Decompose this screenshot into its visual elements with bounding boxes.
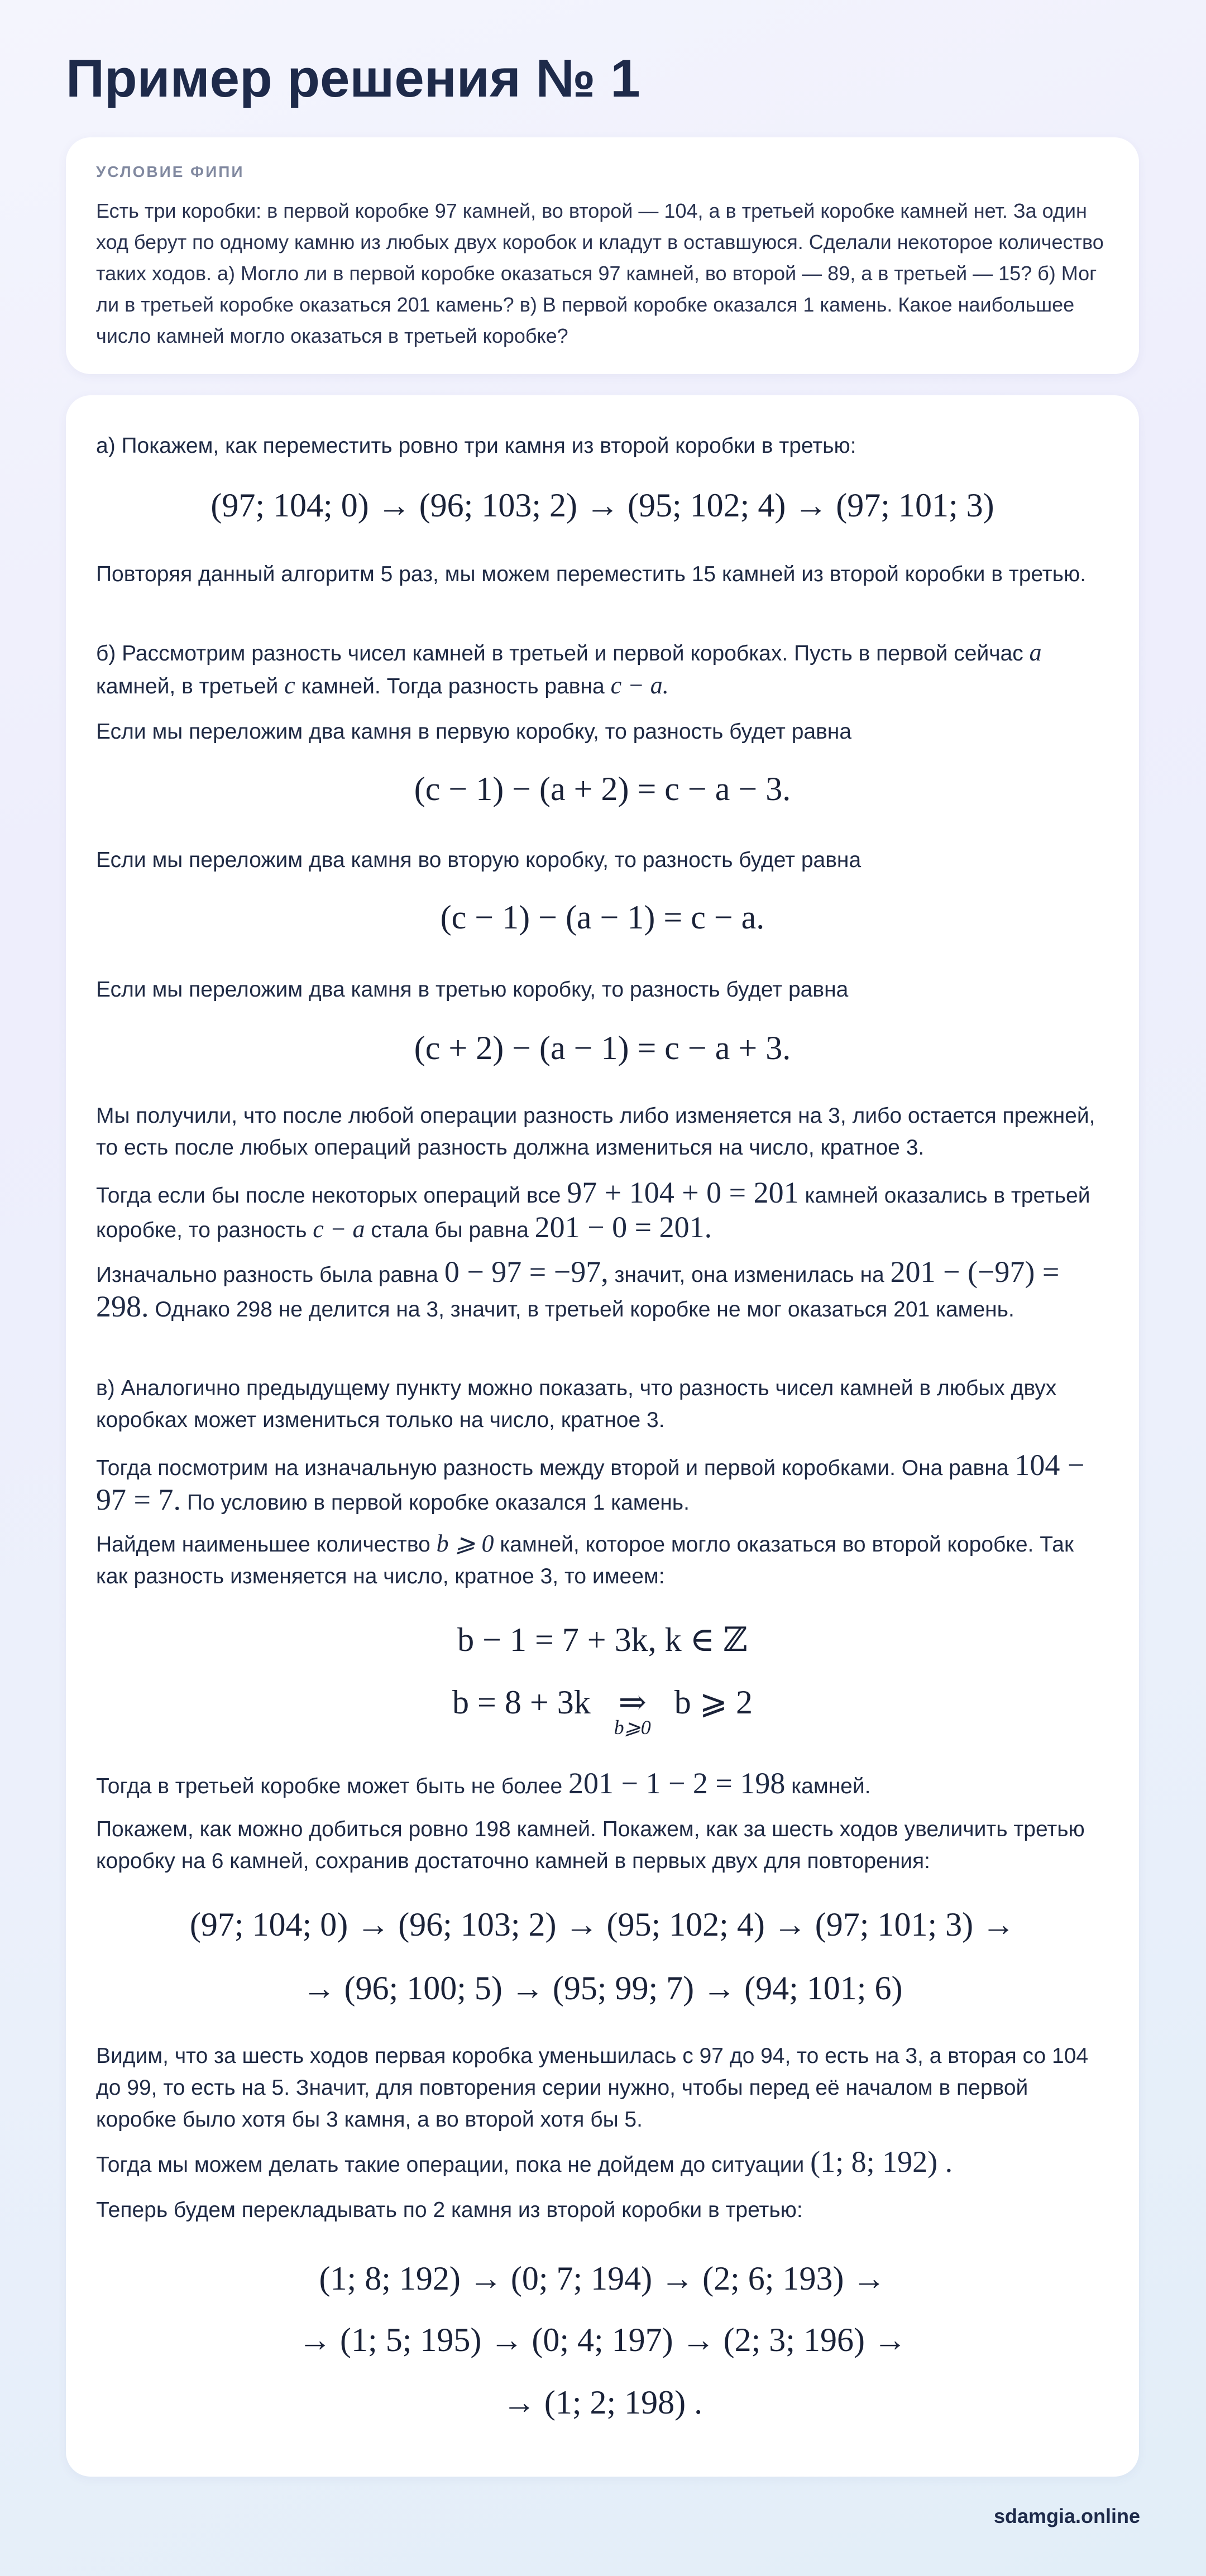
formula-second-box: (c − 1) − (a − 1) = c − a. [440, 899, 765, 936]
condition-text: Есть три коробки: в первой коробке 97 камней, во второй — 104, а в третьей коробке камней нет. За один ход берут по одному камню из любых двух коробок и кладут в оставшуюся. Сделали некоторое количество таких ходов. а) Могло ли в первой коробке оказаться 97 камней, во второй — 89, а в третьей — 15? б) Мог ли в третьей коробке оказаться 201 камень? в) В первой коробке оказался 1 камень. Какое наибольшее число камней могло оказаться в третьей коробке? [96, 199, 1104, 347]
solution-paragraph-total [96, 1177, 1109, 1246]
math-inline: c − a. [610, 672, 669, 699]
math-inline: b ⩾ 0 [436, 1530, 494, 1557]
solution-paragraph: Мы получили, что после любой операции разность либо изменяется на 3, либо остается прежней, то есть после любых операций разность должна измениться на число, кратное 3. [96, 1104, 1095, 1160]
text-fragment: Найдем наименьшее количество [96, 1533, 430, 1557]
site-footer-link[interactable]: sdamgia.online [993, 2505, 1140, 2527]
solution-paragraph-situation [96, 2146, 1109, 2181]
solution-paragraph: Если мы переложим два камня в первую коробку, то разность будет равна [96, 720, 852, 744]
math-inline: 0 − 97 = −97, [444, 1255, 609, 1289]
formula-left: b = 8 + 3k [452, 1684, 591, 1721]
solution-paragraph-find-b [96, 1528, 1109, 1592]
math-inline: 201 − 1 − 2 = 198 [568, 1766, 786, 1800]
solution-paragraph-initial-diff [96, 1256, 1109, 1325]
math-inline: (1; 8; 192) . [810, 2145, 953, 2178]
text-fragment: камней оказались в третьей коробке, то разность [96, 1184, 1090, 1242]
formula-first-box: (c − 1) − (a + 2) = c − a − 3. [414, 770, 791, 807]
math-inline: 104 − 97 = 7. [96, 1448, 1085, 1516]
formula-final-line-1: (1; 8; 192) → (0; 7; 194) → (2; 6; 193) → [319, 2260, 886, 2297]
text-fragment: По условию в первой коробке оказался 1 камень. [186, 1491, 690, 1515]
math-inline: 97 + 104 + 0 = 201 [567, 1176, 799, 1209]
math-inline: c − a [313, 1215, 365, 1243]
text-fragment: камней, в третьей [96, 674, 279, 698]
math-var-a: a [1029, 639, 1042, 666]
solution-paragraph-b-intro [96, 636, 1109, 702]
text-fragment: б) Рассмотрим разность чисел камней в третьей и первой коробках. Пусть в первой сейчас [96, 641, 1023, 665]
solution-paragraph-second-first [96, 1449, 1109, 1519]
implies-condition: b⩾0 [614, 1716, 651, 1739]
solution-card [66, 395, 1139, 2477]
formula-series-line-2: → (96; 100; 5) → (95; 99; 7) → (94; 101; 6) [302, 1970, 903, 2007]
implies-with-condition [599, 1683, 666, 1739]
text-fragment: Тогда в третьей коробке может быть не более [96, 1774, 563, 1798]
solution-paragraph: Если мы переложим два камня в третью коробку, то разность будет равна [96, 978, 849, 1002]
text-fragment: Изначально разность была равна [96, 1263, 438, 1287]
page-title: Пример решения № 1 [66, 49, 640, 108]
solution-paragraph: Повторяя данный алгоритм 5 раз, мы можем переместить 15 камней из второй коробки в третью. [96, 562, 1087, 586]
formula-b-bound [66, 1683, 1139, 1739]
text-fragment: камней, которое могло оказаться во второй коробке. Так как разность изменяется на число, кратное 3, то имеем: [96, 1533, 1074, 1588]
formula-series-line-1: (97; 104; 0) → (96; 103; 2) → (95; 102; 4) → (97; 101; 3) → [189, 1906, 1016, 1943]
formula-final-line-2: → (1; 5; 195) → (0; 4; 197) → (2; 3; 196) → [298, 2321, 907, 2358]
solution-paragraph: Покажем, как можно добиться ровно 198 камней. Покажем, как за шесть ходов увеличить третью коробку на 6 камней, сохранив достаточно камней в первых двух для повторения: [96, 1817, 1085, 1873]
text-fragment: Однако 298 не делится на 3, значит, в третьей коробке не мог оказаться 201 камень. [155, 1297, 1014, 1321]
text-fragment: камней. Тогда разность равна [301, 674, 605, 698]
text-fragment: значит, она изменилась на [614, 1263, 884, 1287]
solution-paragraph: Теперь будем перекладывать по 2 камня из второй коробки в третью: [96, 2198, 803, 2222]
text-fragment: Тогда мы можем делать такие операции, пока не дойдем до ситуации [96, 2153, 805, 2177]
math-inline: 201 − (−97) = 298. [96, 1255, 1060, 1323]
condition-label: УСЛОВИЕ ФИПИ [96, 163, 245, 180]
formula-right: b ⩾ 2 [674, 1684, 753, 1721]
solution-paragraph: а) Покажем, как переместить ровно три камня из второй коробки в третью: [96, 434, 856, 458]
formula-final-line-3: → (1; 2; 198) . [502, 2384, 703, 2421]
text-fragment: камней. [791, 1774, 871, 1798]
condition-card [66, 137, 1139, 374]
text-fragment: Тогда посмотрим на изначальную разность между второй и первой коробками. Она равна [96, 1456, 1009, 1480]
math-var-c: c [284, 672, 295, 699]
formula-third-box: (c + 2) − (a − 1) = c − a + 3. [414, 1030, 791, 1066]
math-inline: 201 − 0 = 201. [534, 1210, 712, 1244]
text-fragment: стала бы равна [371, 1218, 529, 1242]
text-fragment: Тогда если бы после некоторых операций все [96, 1184, 561, 1208]
solution-paragraph: Если мы переложим два камня во вторую коробку, то разность будет равна [96, 848, 862, 872]
solution-paragraph: в) Аналогично предыдущему пункту можно показать, что разность чисел камней в любых двух коробках может измениться только на число, кратное 3. [96, 1376, 1057, 1432]
implies-arrow: ⇒ [618, 1684, 647, 1721]
solution-paragraph: Видим, что за шесть ходов первая коробка уменьшилась с 97 до 94, то есть на 3, а вторая со 104 до 99, то есть на 5. Значит, для повторения серии нужно, чтобы перед её началом в первой коробке было хотя бы 3 камня, а во второй хотя бы 5. [96, 2044, 1089, 2132]
formula-b-k: b − 1 = 7 + 3k, k ∈ ℤ [457, 1621, 748, 1658]
formula-part-a: (97; 104; 0) → (96; 103; 2) → (95; 102; 4) → (97; 101; 3) [210, 487, 994, 524]
solution-paragraph-max [96, 1768, 1109, 1802]
